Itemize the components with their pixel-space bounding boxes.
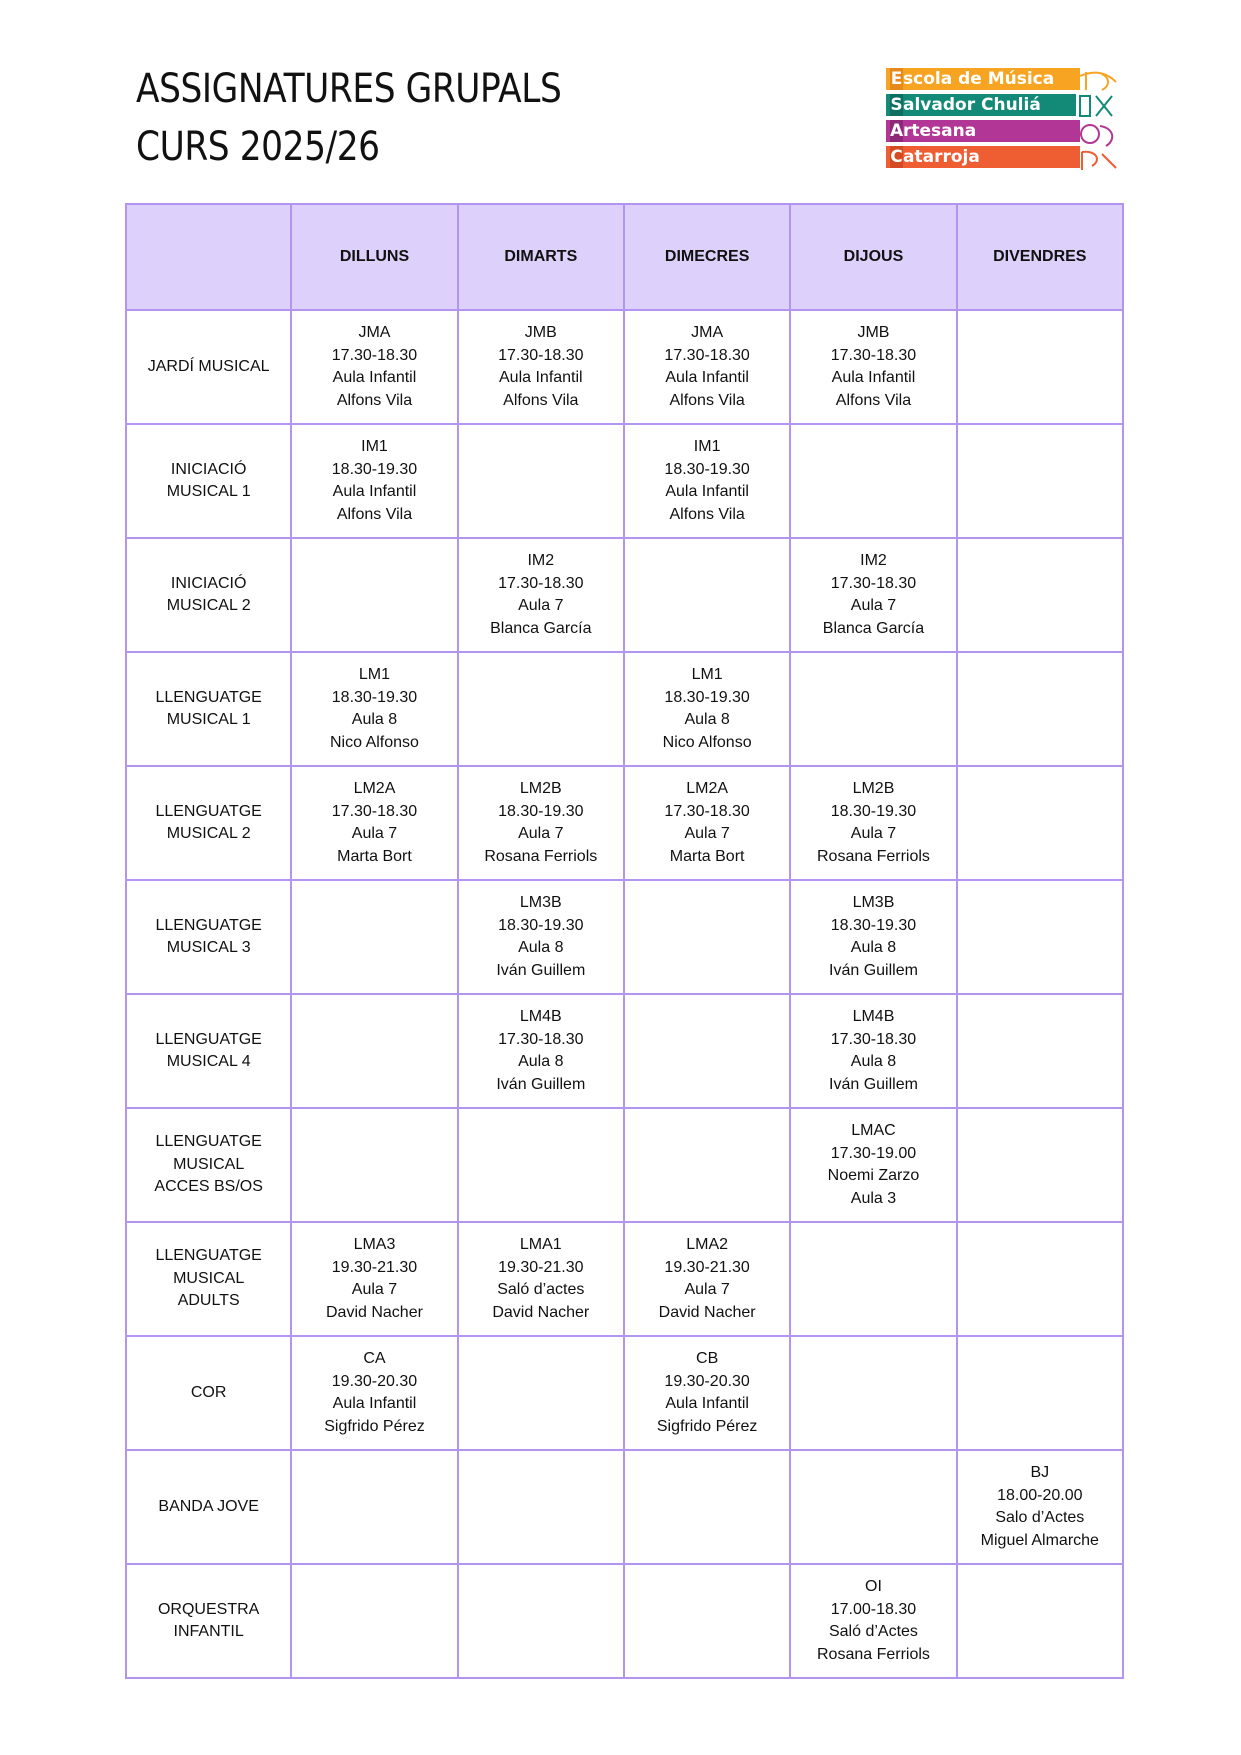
time-range: 19.30-21.30 bbox=[498, 1258, 584, 1276]
teacher-name: Iván Guillem bbox=[496, 1075, 586, 1093]
teacher-name: Iván Guillem bbox=[829, 1075, 918, 1093]
empty-slot-cell bbox=[624, 1108, 790, 1222]
time-range: 18.30-19.30 bbox=[331, 688, 418, 706]
empty-slot-cell bbox=[957, 538, 1123, 652]
group-code: LMA3 bbox=[353, 1236, 396, 1253]
classroom: Aula 8 bbox=[684, 711, 730, 728]
teacher-name: Blanca García bbox=[490, 619, 592, 637]
logo-bar bbox=[886, 120, 1080, 142]
class-slot-cell bbox=[458, 994, 624, 1108]
group-code: LM2B bbox=[852, 780, 895, 797]
class-slot-cell bbox=[291, 310, 457, 424]
teacher-name: Rosana Ferriols bbox=[816, 847, 930, 865]
empty-slot-cell bbox=[624, 1450, 790, 1564]
class-slot-cell bbox=[790, 880, 956, 994]
logo-initial: A bbox=[890, 121, 904, 141]
subject-label-line: MUSICAL 3 bbox=[166, 939, 251, 956]
class-slot-cell bbox=[790, 1108, 956, 1222]
classroom: Aula Infantil bbox=[332, 483, 417, 500]
group-code: OI bbox=[865, 1578, 882, 1595]
group-code: BJ bbox=[1030, 1464, 1050, 1481]
empty-slot-cell bbox=[957, 310, 1123, 424]
classroom: Aula 8 bbox=[518, 1053, 564, 1070]
teacher-name: Alfons Vila bbox=[669, 505, 745, 523]
classroom: Aula Infantil bbox=[499, 369, 583, 386]
classroom: Aula 7 bbox=[518, 825, 564, 842]
classroom: Aula Infantil bbox=[831, 369, 916, 386]
empty-slot-cell bbox=[790, 424, 956, 538]
subject-label-cell bbox=[126, 766, 291, 880]
teacher-name: Iván Guillem bbox=[829, 961, 918, 979]
class-slot-cell bbox=[458, 310, 624, 424]
header-row bbox=[126, 204, 1123, 310]
teacher-name: Alfons Vila bbox=[336, 505, 413, 523]
table-row bbox=[126, 424, 1123, 538]
logo-initial: C bbox=[890, 147, 903, 167]
subject-label-line: INICIACIÓ bbox=[170, 460, 247, 478]
time-range: 19.30-20.30 bbox=[331, 1372, 418, 1390]
logo-word: scola de Música bbox=[903, 69, 1055, 89]
group-code: LM1 bbox=[358, 666, 391, 683]
group-code: JMA bbox=[691, 324, 724, 341]
teacher-name: David Nacher bbox=[658, 1303, 756, 1321]
teacher-name: Alfons Vila bbox=[336, 391, 413, 409]
class-slot-cell bbox=[790, 1564, 956, 1678]
title-line-course: CURS 2025/26 bbox=[136, 124, 380, 170]
class-slot-cell bbox=[790, 766, 956, 880]
corner-cell bbox=[126, 204, 291, 310]
subject-label-cell bbox=[126, 880, 291, 994]
time-range: 17.30-18.30 bbox=[498, 1030, 584, 1048]
group-code: IM1 bbox=[361, 438, 388, 455]
subject-label-line: BANDA JOVE bbox=[158, 1497, 259, 1515]
classroom: Aula 7 bbox=[351, 825, 398, 842]
empty-slot-cell bbox=[790, 1336, 956, 1450]
subject-label-line: LLENGUATGE bbox=[155, 802, 262, 820]
document-title bbox=[136, 60, 631, 176]
time-range: 17.30-18.30 bbox=[498, 574, 584, 592]
group-code: LM3B bbox=[519, 894, 562, 911]
table-row bbox=[126, 1108, 1123, 1222]
table-row bbox=[126, 994, 1123, 1108]
teacher-name: Iván Guillem bbox=[496, 961, 586, 979]
time-range: 18.30-19.30 bbox=[664, 688, 750, 706]
table-row bbox=[126, 880, 1123, 994]
subject-label-line: INICIACIÓ bbox=[170, 574, 247, 592]
classroom: Salo d’Actes bbox=[995, 1509, 1085, 1526]
class-slot-cell bbox=[790, 994, 956, 1108]
time-range: 17.30-18.30 bbox=[664, 346, 750, 364]
classroom: Aula Infantil bbox=[665, 1395, 749, 1412]
day-header: DIJOUS bbox=[790, 204, 956, 310]
empty-slot-cell bbox=[458, 652, 624, 766]
group-code: LM1 bbox=[691, 666, 723, 683]
teacher-name: Marta Bort bbox=[337, 847, 412, 865]
empty-slot-cell bbox=[790, 1450, 956, 1564]
logo-instrument-art bbox=[1076, 68, 1124, 172]
classroom: Saló d’Actes bbox=[828, 1623, 918, 1640]
table-row bbox=[126, 652, 1123, 766]
day-header: DIVENDRES bbox=[957, 204, 1123, 310]
class-slot-cell bbox=[291, 1336, 457, 1450]
empty-slot-cell bbox=[458, 424, 624, 538]
group-code: LM2B bbox=[519, 780, 562, 797]
subject-label-line: LLENGUATGE bbox=[155, 916, 262, 934]
logo-bar bbox=[886, 146, 1080, 168]
class-slot-cell bbox=[790, 310, 956, 424]
classroom: Aula 8 bbox=[351, 711, 398, 728]
subject-label-line: MUSICAL 1 bbox=[166, 711, 251, 728]
empty-slot-cell bbox=[957, 1222, 1123, 1336]
time-range: 19.30-20.30 bbox=[664, 1372, 750, 1390]
school-logo bbox=[886, 68, 1126, 172]
class-slot-cell bbox=[291, 1222, 457, 1336]
teacher-name: David Nacher bbox=[326, 1303, 423, 1321]
empty-slot-cell bbox=[957, 1564, 1123, 1678]
teacher-name: Alfons Vila bbox=[503, 391, 579, 409]
subject-label-cell bbox=[126, 1564, 291, 1678]
time-range: 17.00-18.30 bbox=[830, 1600, 917, 1618]
subject-label-cell bbox=[126, 310, 291, 424]
teacher-name: Nico Alfonso bbox=[330, 733, 419, 751]
empty-slot-cell bbox=[458, 1564, 624, 1678]
empty-slot-cell bbox=[624, 994, 790, 1108]
subject-label-line: LLENGUATGE bbox=[155, 1030, 262, 1048]
time-range: 17.30-18.30 bbox=[664, 802, 750, 820]
classroom: Aula 7 bbox=[684, 825, 730, 842]
table-row bbox=[126, 310, 1123, 424]
logo-bar bbox=[886, 68, 1080, 90]
class-slot-cell bbox=[458, 880, 624, 994]
empty-slot-cell bbox=[458, 1450, 624, 1564]
empty-slot-cell bbox=[957, 424, 1123, 538]
class-slot-cell bbox=[458, 538, 624, 652]
teacher-name: Sigfrido Pérez bbox=[656, 1417, 758, 1435]
time-range: 17.30-18.30 bbox=[830, 1030, 917, 1048]
classroom: Aula 7 bbox=[850, 825, 897, 842]
empty-slot-cell bbox=[291, 1564, 457, 1678]
table-row bbox=[126, 538, 1123, 652]
logo-initial: S bbox=[890, 95, 903, 115]
subject-label-cell bbox=[126, 994, 291, 1108]
table-row bbox=[126, 1336, 1123, 1450]
title-line-subjects: ASSIGNATURES GRUPALS bbox=[136, 66, 562, 112]
classroom: Aula 8 bbox=[518, 939, 564, 956]
empty-slot-cell bbox=[291, 994, 457, 1108]
group-code: CA bbox=[363, 1350, 386, 1367]
time-range: 17.30-18.30 bbox=[331, 802, 418, 820]
time-range: 18.30-19.30 bbox=[331, 460, 418, 478]
subject-label-line: INFANTIL bbox=[173, 1623, 244, 1640]
classroom: Aula Infantil bbox=[665, 369, 749, 386]
subject-label-line: MUSICAL 4 bbox=[166, 1053, 251, 1070]
group-code: LM4B bbox=[519, 1008, 562, 1025]
empty-slot-cell bbox=[291, 1450, 457, 1564]
group-code: CB bbox=[696, 1350, 719, 1367]
time-range: 17.30-18.30 bbox=[830, 346, 917, 364]
classroom: Aula 7 bbox=[518, 597, 564, 614]
teacher-name: Marta Bort bbox=[669, 847, 745, 865]
empty-slot-cell bbox=[957, 994, 1123, 1108]
empty-slot-cell bbox=[624, 880, 790, 994]
empty-slot-cell bbox=[790, 652, 956, 766]
subject-label-cell bbox=[126, 1222, 291, 1336]
class-slot-cell bbox=[458, 1222, 624, 1336]
subject-label-line: LLENGUATGE bbox=[155, 1247, 262, 1265]
empty-slot-cell bbox=[291, 538, 457, 652]
teacher-name: Blanca García bbox=[822, 619, 925, 637]
group-code: JMA bbox=[358, 324, 391, 341]
class-slot-cell bbox=[624, 310, 790, 424]
subject-label-line: MUSICAL 2 bbox=[166, 597, 251, 614]
subject-label-line: LLENGUATGE bbox=[155, 688, 262, 706]
subject-label-line: MUSICAL 1 bbox=[166, 483, 251, 500]
subject-label-cell bbox=[126, 1108, 291, 1222]
subject-label-line: LLENGUATGE bbox=[155, 1133, 262, 1151]
class-slot-cell bbox=[291, 424, 457, 538]
subject-label-line: MUSICAL bbox=[173, 1155, 245, 1173]
day-header: DIMARTS bbox=[458, 204, 624, 310]
logo-bar bbox=[886, 94, 1076, 116]
logo-word: alvador Chuliá bbox=[903, 95, 1041, 115]
time-range: 17.30-18.30 bbox=[498, 346, 584, 364]
classroom: Aula Infantil bbox=[665, 483, 749, 500]
class-slot-cell bbox=[458, 766, 624, 880]
subject-label-cell bbox=[126, 652, 291, 766]
classroom: Aula 8 bbox=[850, 939, 897, 956]
group-subjects-schedule bbox=[125, 203, 1124, 1679]
time-range: 17.30-19.00 bbox=[830, 1144, 917, 1162]
subject-label-line: COR bbox=[190, 1383, 227, 1401]
time-range: 17.30-18.30 bbox=[331, 346, 418, 364]
teacher-name: Nico Alfonso bbox=[662, 733, 752, 751]
group-code: JMB bbox=[524, 324, 557, 341]
group-code: LMAC bbox=[851, 1122, 896, 1139]
group-code: LM4B bbox=[852, 1008, 895, 1025]
empty-slot-cell bbox=[458, 1336, 624, 1450]
empty-slot-cell bbox=[790, 1222, 956, 1336]
time-range: 17.30-18.30 bbox=[830, 574, 917, 592]
subject-label-line: MUSICAL bbox=[173, 1269, 245, 1287]
teacher-name: Alfons Vila bbox=[669, 391, 745, 409]
classroom: Aula 8 bbox=[850, 1053, 897, 1070]
classroom: Aula Infantil bbox=[332, 369, 417, 386]
class-slot-cell bbox=[624, 766, 790, 880]
class-slot-cell bbox=[624, 1336, 790, 1450]
subject-label-cell bbox=[126, 1450, 291, 1564]
subject-label-line: JARDÍ MUSICAL bbox=[147, 357, 270, 375]
subject-label-cell bbox=[126, 538, 291, 652]
empty-slot-cell bbox=[957, 652, 1123, 766]
time-range: 19.30-21.30 bbox=[331, 1258, 418, 1276]
subject-label-cell bbox=[126, 424, 291, 538]
time-range: 18.30-19.30 bbox=[830, 916, 917, 934]
teacher-name: Rosana Ferriols bbox=[816, 1645, 930, 1663]
subject-label-line: ACCES BS/OS bbox=[154, 1178, 263, 1196]
day-header: DILLUNS bbox=[291, 204, 457, 310]
teacher-name: Rosana Ferriols bbox=[484, 847, 598, 865]
group-code: LM3B bbox=[852, 894, 895, 911]
time-range: 18.30-19.30 bbox=[498, 916, 584, 934]
teacher-name: Aula 3 bbox=[850, 1189, 897, 1207]
group-code: LM2A bbox=[686, 780, 729, 797]
classroom: Aula Infantil bbox=[332, 1395, 417, 1412]
empty-slot-cell bbox=[957, 880, 1123, 994]
empty-slot-cell bbox=[624, 538, 790, 652]
empty-slot-cell bbox=[291, 880, 457, 994]
group-code: LM2A bbox=[353, 780, 396, 797]
time-range: 18.30-19.30 bbox=[498, 802, 584, 820]
classroom: Saló d’actes bbox=[497, 1281, 585, 1298]
class-slot-cell bbox=[291, 766, 457, 880]
group-code: LMA2 bbox=[686, 1236, 729, 1253]
empty-slot-cell bbox=[957, 1336, 1123, 1450]
empty-slot-cell bbox=[458, 1108, 624, 1222]
time-range: 18.00-20.00 bbox=[997, 1486, 1083, 1504]
subject-label-line: MUSICAL 2 bbox=[166, 825, 251, 842]
teacher-name: Sigfrido Pérez bbox=[324, 1417, 425, 1435]
group-code: JMB bbox=[857, 324, 890, 341]
classroom: Noemi Zarzo bbox=[827, 1167, 920, 1184]
time-range: 18.30-19.30 bbox=[664, 460, 750, 478]
table-row bbox=[126, 1564, 1123, 1678]
table-row bbox=[126, 1222, 1123, 1336]
table-row bbox=[126, 766, 1123, 880]
teacher-name: Miguel Almarche bbox=[980, 1531, 1099, 1549]
empty-slot-cell bbox=[957, 1108, 1123, 1222]
logo-word: atarroja bbox=[903, 147, 980, 167]
classroom: Aula 7 bbox=[351, 1281, 398, 1298]
empty-slot-cell bbox=[957, 766, 1123, 880]
classroom: Aula 7 bbox=[850, 597, 897, 614]
time-range: 18.30-19.30 bbox=[830, 802, 917, 820]
class-slot-cell bbox=[624, 652, 790, 766]
class-slot-cell bbox=[624, 1222, 790, 1336]
subject-label-line: ADULTS bbox=[177, 1292, 240, 1310]
empty-slot-cell bbox=[624, 1564, 790, 1678]
empty-slot-cell bbox=[291, 1108, 457, 1222]
subject-label-line: ORQUESTRA bbox=[157, 1600, 260, 1618]
logo-word: rtesana bbox=[903, 121, 977, 141]
day-header: DIMECRES bbox=[624, 204, 790, 310]
time-range: 19.30-21.30 bbox=[664, 1258, 750, 1276]
group-code: IM1 bbox=[693, 438, 721, 455]
table-row bbox=[126, 1450, 1123, 1564]
group-code: LMA1 bbox=[519, 1236, 562, 1253]
group-code: IM2 bbox=[527, 552, 555, 569]
class-slot-cell bbox=[291, 652, 457, 766]
class-slot-cell bbox=[957, 1450, 1123, 1564]
group-code: IM2 bbox=[860, 552, 887, 569]
teacher-name: David Nacher bbox=[492, 1303, 590, 1321]
classroom: Aula 7 bbox=[684, 1281, 730, 1298]
subject-label-cell bbox=[126, 1336, 291, 1450]
teacher-name: Alfons Vila bbox=[835, 391, 912, 409]
logo-initial: E bbox=[890, 69, 903, 89]
class-slot-cell bbox=[624, 424, 790, 538]
class-slot-cell bbox=[790, 538, 956, 652]
